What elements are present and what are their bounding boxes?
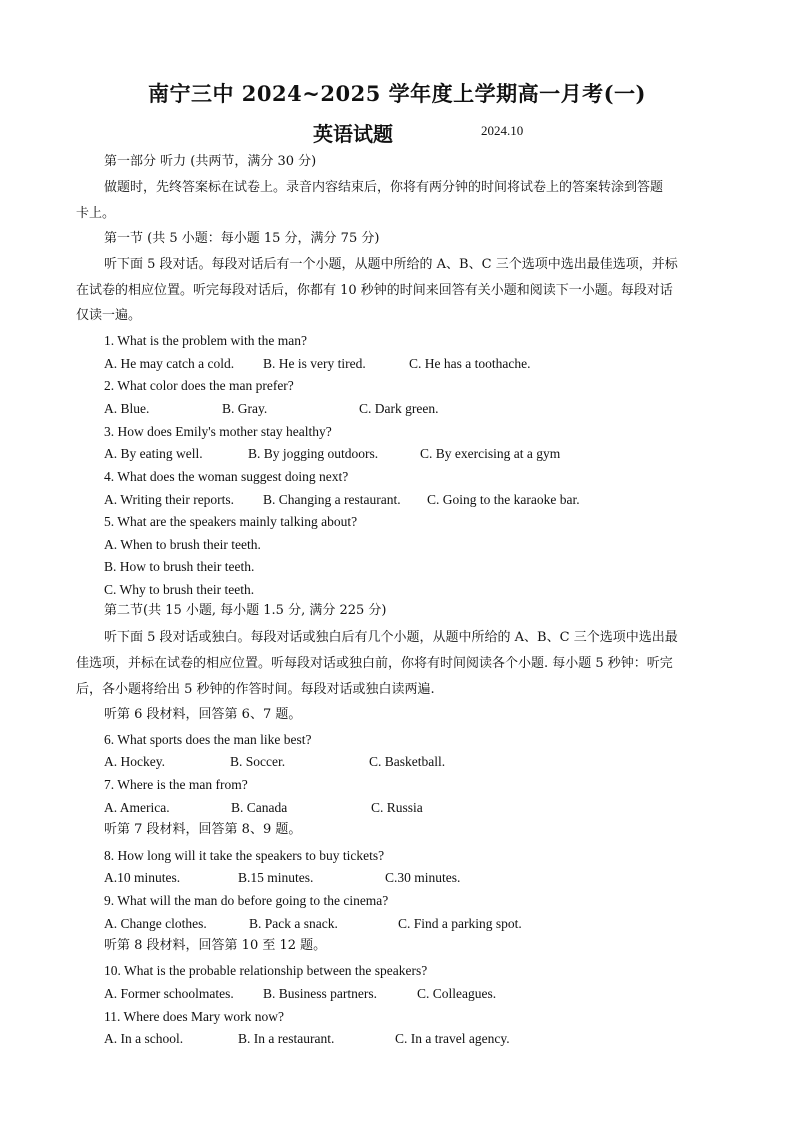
q3-option-c: C. By exercising at a gym — [420, 446, 561, 461]
q1-option-b: B. He is very tired. — [263, 356, 366, 371]
q10-option-a: A. Former schoolmates. — [104, 986, 234, 1001]
section1-heading: 第一节 (共 5 小题：每小题 15 分，满分 75 分) — [104, 231, 380, 246]
q7-option-a: A. America. — [104, 800, 170, 815]
q6-option-b: B. Soccer. — [230, 754, 286, 769]
question-8: 8. How long will it take the speakers to buy tickets? — [104, 848, 385, 863]
question-5: 5. What are the speakers mainly talking about? — [104, 514, 358, 529]
q3-option-a: A. By eating well. — [104, 446, 203, 461]
section2-instruction-line3: 后，各小题将给出 5 秒钟的作答时间。每段对话或独白读两遍. — [76, 682, 435, 697]
q4-option-a: A. Writing their reports. — [104, 492, 235, 507]
q11-option-c: C. In a travel agency. — [395, 1031, 510, 1046]
section1-instruction-line3: 仅读一遍。 — [76, 308, 142, 323]
q9-option-a: A. Change clothes. — [104, 916, 207, 931]
q11-option-b: B. In a restaurant. — [238, 1031, 335, 1046]
q6-option-a: A. Hockey. — [104, 754, 165, 769]
q1-option-a: A. He may catch a cold. — [104, 356, 235, 371]
q7-option-c: C. Russia — [371, 800, 423, 815]
q3-option-b: B. By jogging outdoors. — [248, 446, 379, 461]
question-9: 9. What will the man do before going to the cinema? — [104, 893, 389, 908]
q8-option-a: A.10 minutes. — [104, 870, 181, 885]
section2-heading: 第二节(共 15 小题, 每小题 1.5 分, 满分 225 分) — [104, 603, 387, 618]
exam-date: 2024.10 — [481, 123, 524, 138]
question-11: 11. Where does Mary work now? — [104, 1009, 284, 1024]
q5-option-b: B. How to brush their teeth. — [104, 559, 255, 574]
q1-option-c: C. He has a toothache. — [409, 356, 531, 371]
section2-instruction-line1: 听下面 5 段对话或独白。每段对话或独白后有几个小题，从题中所给的 A、B、C 三个选项中选出最 — [104, 630, 678, 645]
section1-instruction-line1: 听下面 5 段对话。每段对话后有一个小题，从题中所给的 A、B、C 三个选项中选出最佳选项，并标 — [104, 257, 678, 272]
question-3: 3. How does Emily's mother stay healthy? — [104, 424, 332, 439]
material-7-heading: 听第 7 段材料，回答第 8、9 题。 — [104, 822, 302, 837]
section2-instruction-line2: 佳选项，并标在试卷的相应位置。听每段对话或独白前，你将有时间阅读各个小题. 每小题 5 秒钟：听完 — [76, 656, 673, 671]
q7-option-b: B. Canada — [231, 800, 288, 815]
q8-option-b: B.15 minutes. — [238, 870, 314, 885]
q8-option-c: C.30 minutes. — [385, 870, 461, 885]
section1-instruction-line2: 在试卷的相应位置。听完每段对话后，你都有 10 秒钟的时间来回答有关小题和阅读下一小题。每段对话 — [76, 283, 673, 298]
question-4: 4. What does the woman suggest doing next? — [104, 469, 349, 484]
question-10: 10. What is the probable relationship between the speakers? — [104, 963, 428, 978]
q11-option-a: A. In a school. — [104, 1031, 184, 1046]
q4-option-c: C. Going to the karaoke bar. — [427, 492, 580, 507]
part1-heading: 第一部分 听力 (共两节，满分 30 分) — [104, 154, 317, 169]
q5-option-a: A. When to brush their teeth. — [104, 537, 261, 552]
part1-instruction-line2: 卡上。 — [76, 206, 116, 221]
q2-option-b: B. Gray. — [222, 401, 268, 416]
q4-option-b: B. Changing a restaurant. — [263, 492, 401, 507]
part1-instruction-line1: 做题时，先终答案标在试卷上。录音内容结束后，你将有两分钟的时间将试卷上的答案转涂到答题 — [104, 180, 664, 195]
q5-option-c: C. Why to brush their teeth. — [104, 582, 255, 597]
q10-option-c: C. Colleagues. — [417, 986, 497, 1001]
question-2: 2. What color does the man prefer? — [104, 378, 294, 393]
q9-option-c: C. Find a parking spot. — [398, 916, 522, 931]
q6-option-c: C. Basketball. — [369, 754, 446, 769]
q10-option-b: B. Business partners. — [263, 986, 377, 1001]
question-6: 6. What sports does the man like best? — [104, 732, 312, 747]
question-1: 1. What is the problem with the man? — [104, 333, 307, 348]
material-8-heading: 听第 8 段材料，回答第 10 至 12 题。 — [104, 938, 327, 953]
question-7: 7. Where is the man from? — [104, 777, 248, 792]
q9-option-b: B. Pack a snack. — [249, 916, 338, 931]
exam-title: 南宁三中 2024~2025 学年度上学期高一月考(一) — [148, 81, 646, 106]
exam-subtitle: 英语试题 — [313, 122, 393, 146]
q2-option-a: A. Blue. — [104, 401, 150, 416]
q2-option-c: C. Dark green. — [359, 401, 439, 416]
material-6-heading: 听第 6 段材料，回答第 6、7 题。 — [104, 707, 302, 722]
